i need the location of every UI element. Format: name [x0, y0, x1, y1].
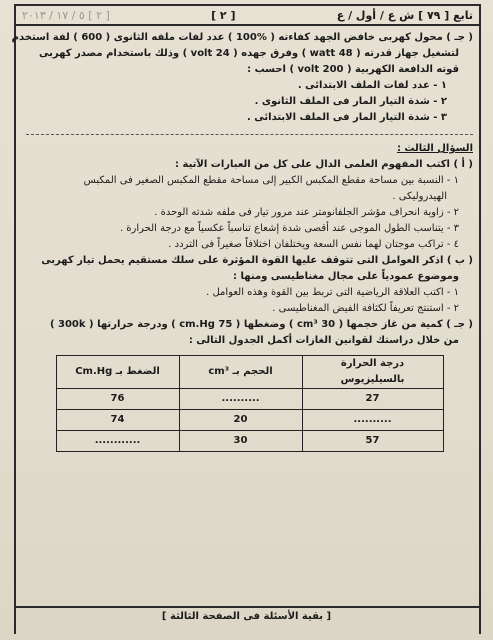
q3a-item-4: ٤ - تراكب موجتان لهما نفس السعة ويختلفان اختلافاً صغيراً فى التردد .: [168, 239, 459, 250]
table-header-volume: الحجم بـ cm³: [179, 356, 302, 389]
table-cell: 74: [56, 410, 179, 431]
table-cell: 30: [179, 431, 302, 452]
page-header: [14, 4, 481, 26]
table-row: [56, 410, 443, 431]
q3b-item-1: ١ - اكتب العلاقة الرياضية التى تربط بين القوة وهذه العوامل .: [206, 287, 459, 298]
q3b-item-2: ٢ - استنتج تعريفاً لكثافة الفيض المغناطيسى .: [272, 303, 459, 314]
q2c-item-2: ٢ - شدة التيار المار فى الملف الثانوى .: [254, 96, 447, 107]
table-header-row: [56, 356, 443, 389]
section-divider: [26, 134, 473, 135]
header-ghost-text: [ ٢ ] ٥ / ١٧ / ٢٠١٣: [22, 8, 110, 22]
q2c-line-1: ( جـ ) محول كهربى خافض الجهد كفاءته ( %100 ) عدد لفات ملفه الثانوى ( 600 ) لفة استخدم: [11, 32, 473, 43]
header-title: تابع [ ٧٩ ] ش ع / أول / ع: [336, 8, 473, 22]
q3-title: السؤال الثالث :: [396, 143, 473, 154]
q3a-heading: ( أ ) اكتب المفهوم العلمى الدال على كل من العبارات الآتية :: [175, 159, 473, 170]
q3c-line-1: ( جـ ) كمية من غاز حجمها ( 30 cm³ ) وضغطها ( 75 cm.Hg ) ودرجة حرارتها ( 300k ): [49, 319, 473, 330]
q2c-item-3: ٣ - شدة التيار المار فى الملف الابتدائى .: [246, 112, 447, 123]
q2c-line-3: قوته الدافعة الكهربية ( 200 volt ) احسب :: [247, 64, 459, 75]
table-cell: 20: [179, 410, 302, 431]
table-row: [56, 431, 443, 452]
q2c-item-1: ١ - عدد لفات الملف الابتدائى .: [297, 80, 447, 91]
table-header-temperature: درجة الحرارة بالسيليزيوس: [302, 356, 443, 389]
table-cell: 76: [56, 389, 179, 410]
q3b-heading-1: ( ب ) اذكر العوامل التى تتوقف عليها القوة المؤثرة على سلك مستقيم يحمل تيار كهربى: [41, 255, 473, 266]
gas-laws-table: [56, 355, 444, 452]
table-row: [56, 389, 443, 410]
table-cell: ..........: [179, 389, 302, 410]
q3a-item-1-cont: الهيدروليكى .: [392, 191, 447, 202]
table-cell: ..........: [302, 410, 443, 431]
q3c-line-2: من خلال دراستك لقوانين الغازات أكمل الجدول التالى :: [188, 335, 459, 346]
q2c-line-2: لتشغيل جهاز قدرته ( 48 watt ) وفرق جهده ( 24 volt ) وذلك باستخدام مصدر كهربى: [39, 48, 459, 59]
q3b-heading-2: وموضوع عمودياً على مجال مغناطيسى ومنها :: [233, 271, 459, 282]
q3a-item-2: ٢ - زاوية انحراف مؤشر الجلفانومتر عند مرور تيار فى ملفه شدته الوحدة .: [154, 207, 459, 218]
table-cell: 57: [302, 431, 443, 452]
q3a-item-1: ١ - النسبة بين مساحة مقطع المكبس الكبير إلى مساحة مقطع المكبس الصغير فى المكبس: [83, 175, 459, 186]
q3a-item-3: ٣ - يتناسب الطول الموجى عند أقصى شدة إشعاع تناسباً عكسياً مع درجة الحرارة .: [119, 223, 459, 234]
page-footer: [ بقية الأسئلة فى الصفحة الثالثة ]: [161, 611, 332, 622]
table-cell: 27: [302, 389, 443, 410]
exam-content: [11, 30, 473, 452]
footer-rule: [14, 606, 481, 608]
table-cell: ............: [56, 431, 179, 452]
header-page-number: [ ٢ ]: [211, 8, 236, 22]
table-header-pressure: الضغط بـ Cm.Hg: [56, 356, 179, 389]
